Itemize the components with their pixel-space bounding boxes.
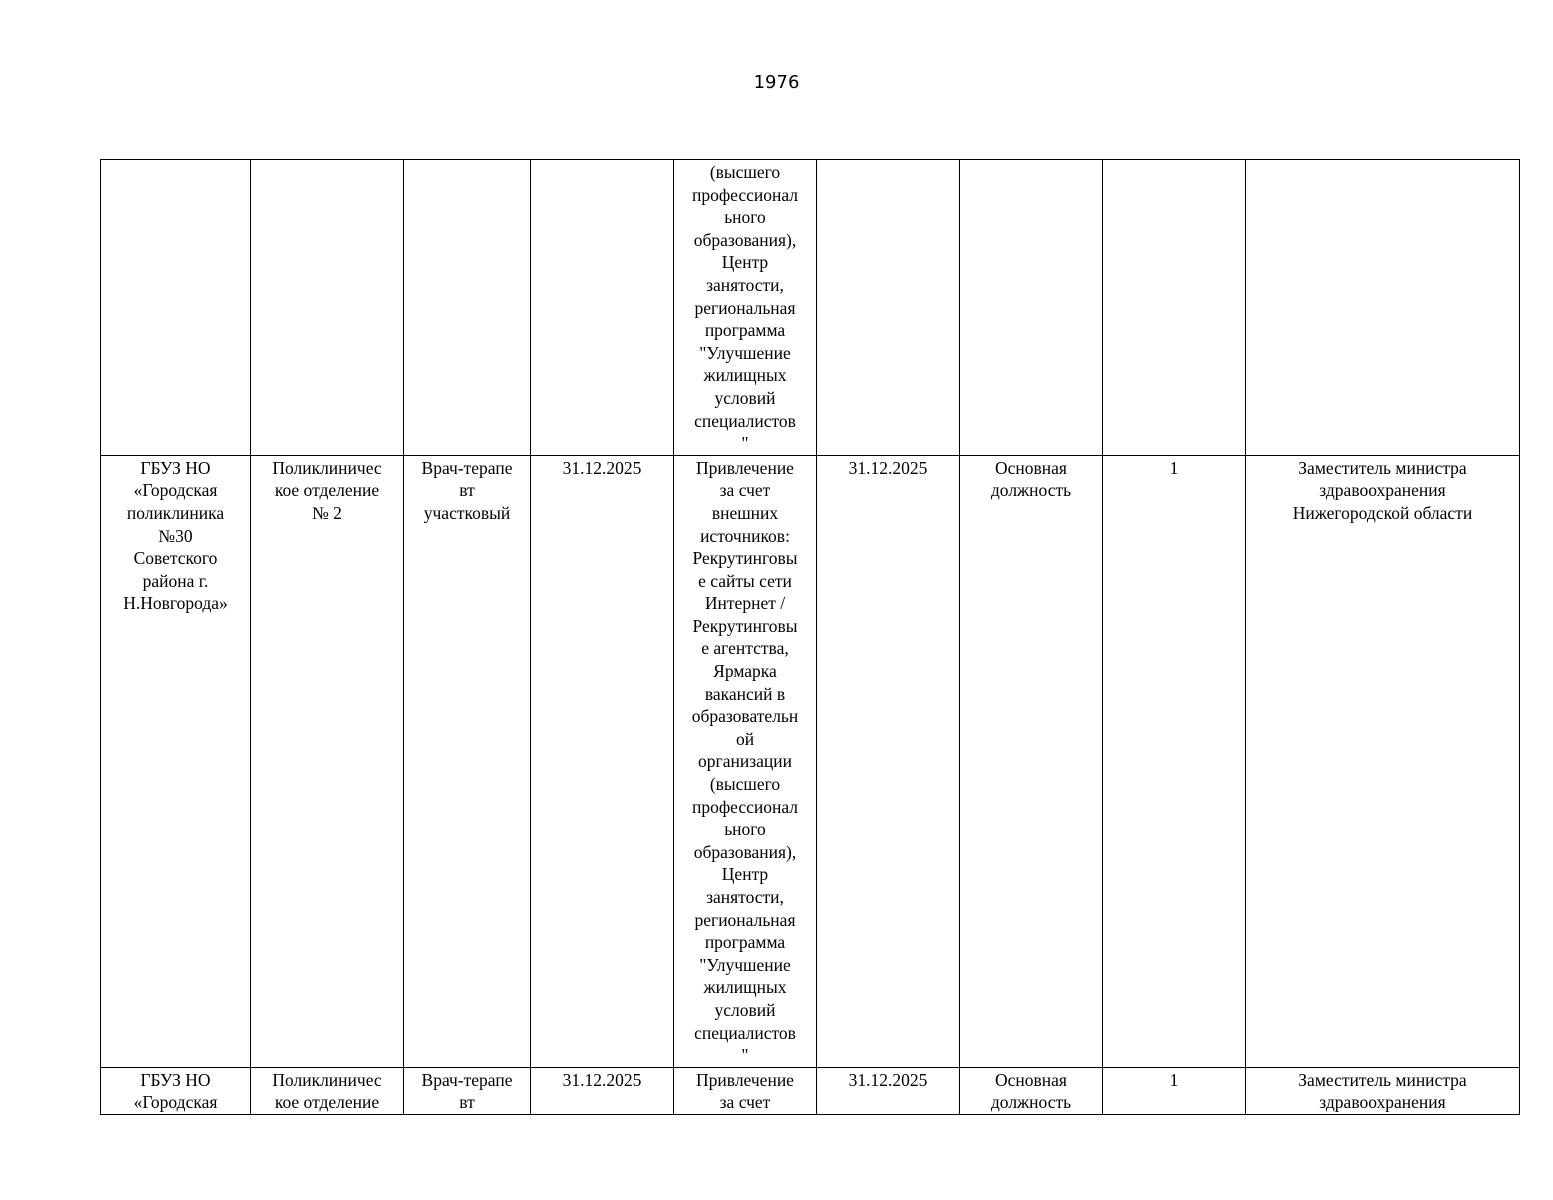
positions-table	[100, 159, 1520, 1115]
cell-deadline: 31.12.2025	[817, 1067, 960, 1114]
cell-deadline: 31.12.2025	[817, 455, 960, 1067]
cell-date	[531, 160, 674, 456]
table-row	[101, 160, 1520, 456]
cell-count: 1	[1103, 455, 1246, 1067]
cell-recruitment-sources: Привлечение за счет	[674, 1067, 817, 1114]
cell-recruitment-sources: (высшего профессионал ьного образования), Центр занятости, региональная программа "Улучшение жилищных условий специалистов "	[674, 160, 817, 456]
cell-department	[251, 160, 404, 456]
page-number: 1976	[753, 72, 800, 93]
cell-responsible: Заместитель министра здравоохранения	[1246, 1067, 1520, 1114]
cell-position: Врач-терапе вт	[404, 1067, 531, 1114]
table-row	[101, 455, 1520, 1067]
cell-count: 1	[1103, 1067, 1246, 1114]
cell-position-type: Основная должность	[960, 1067, 1103, 1114]
cell-responsible: Заместитель министра здравоохранения Нижегородской области	[1246, 455, 1520, 1067]
cell-position	[404, 160, 531, 456]
cell-position: Врач-терапе вт участковый	[404, 455, 531, 1067]
table-row	[101, 1067, 1520, 1114]
cell-organization: ГБУЗ НО «Городская	[101, 1067, 251, 1114]
cell-date: 31.12.2025	[531, 455, 674, 1067]
cell-recruitment-sources: Привлечение за счет внешних источников: Рекрутинговы е сайты сети Интернет / Рекрутинговы е агентства, Ярмарка вакансий в образовательн ой организации (высшего профессионал ьного образования), Центр занятости, региональная программа "Улучшение жилищных условий специалистов "	[674, 455, 817, 1067]
cell-count	[1103, 160, 1246, 456]
cell-position-type	[960, 160, 1103, 456]
cell-organization	[101, 160, 251, 456]
cell-organization: ГБУЗ НО «Городская поликлиника №30 Советского района г. Н.Новгорода»	[101, 455, 251, 1067]
cell-department: Поликлиничес кое отделение № 2	[251, 455, 404, 1067]
cell-deadline	[817, 160, 960, 456]
cell-responsible	[1246, 160, 1520, 456]
cell-position-type: Основная должность	[960, 455, 1103, 1067]
cell-department: Поликлиничес кое отделение	[251, 1067, 404, 1114]
cell-date: 31.12.2025	[531, 1067, 674, 1114]
